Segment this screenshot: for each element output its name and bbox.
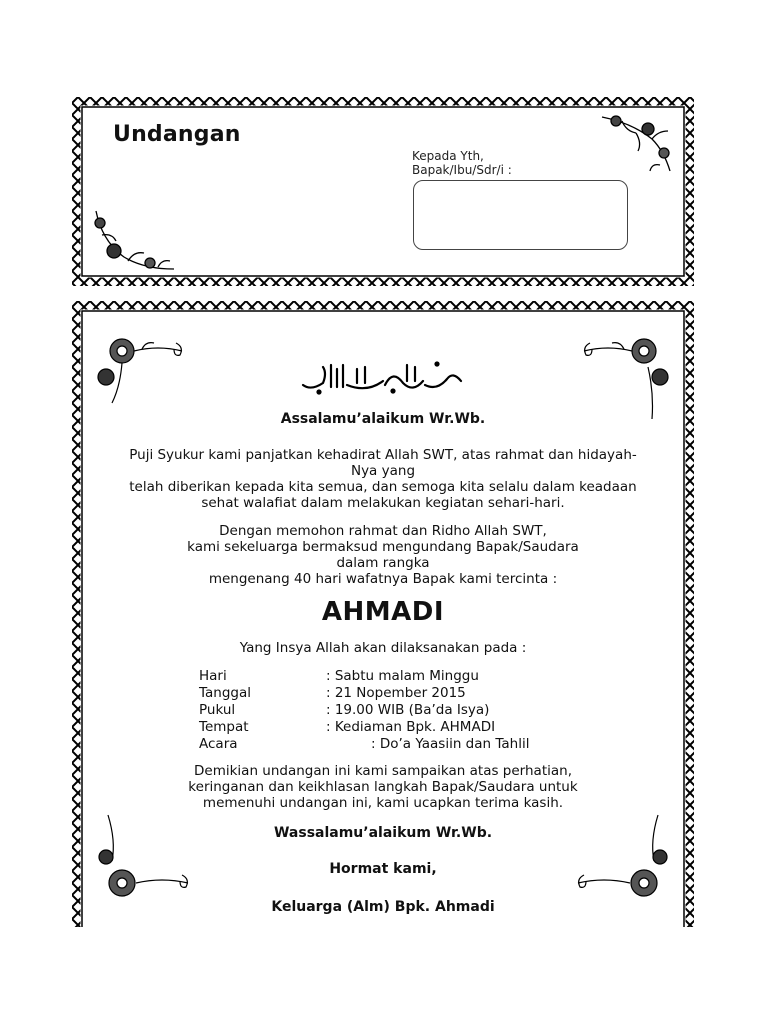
detail-value: : 21 Nopember 2015 [326,685,466,701]
paragraph-line: memenuhi undangan ini, kami ucapkan terima kasih. [202,795,564,811]
invitation-paragraph [72,523,694,587]
closing-greeting: Wassalamu’alaikum Wr.Wb. [273,825,493,841]
opening-paragraph [72,447,694,511]
paragraph-line: sehat walafiat dalam melakukan kegiatan sehari-hari. [201,495,565,511]
recipient-line-1: Kepada Yth, [412,149,484,163]
paragraph-line: dalam rangka [336,555,430,571]
regards-line: Hormat kami, [329,861,437,877]
paragraph-line: Dengan memohon rahmat dan Ridho Allah SWT, [219,523,547,539]
event-intro: Yang Insya Allah akan dilaksanakan pada : [239,640,527,656]
detail-label: Acara [199,736,238,752]
corner-floral-ornament-top-right [574,327,674,423]
paragraph-line: mengenang 40 hari wafatnya Bapak kami tercinta : [208,571,558,587]
address-box [413,180,628,250]
paragraph-line: Puji Syukur kami panjatkan kehadirat Allah SWT, atas rahmat dan hidayah- [129,447,637,463]
envelope-card [72,97,694,286]
detail-label: Hari [199,668,227,684]
paragraph-line: telah diberikan kepada kita semua, dan semoga kita selalu dalam keadaan [129,479,637,495]
detail-value: : Sabtu malam Minggu [326,668,479,684]
corner-floral-ornament-bottom-left [88,205,180,275]
family-signature: Keluarga (Alm) Bpk. Ahmadi [271,899,495,915]
paragraph-line: Demikian undangan ini kami sampaikan atas perhatian, [194,763,572,779]
closing-paragraph [72,763,694,811]
bismillah-calligraphy [297,359,467,395]
detail-label: Pukul [199,702,236,718]
detail-value: : Kediaman Bpk. AHMADI [326,719,496,735]
recipient-line-2: Bapak/Ibu/Sdr/i : [412,163,512,177]
detail-label: Tempat [199,719,249,735]
invitation-letter [72,301,694,927]
paragraph-line: kami sekeluarga bermaksud mengundang Bapak/Saudara [187,539,579,555]
corner-floral-ornament-top-right [592,109,678,177]
detail-label: Tanggal [199,685,252,701]
paragraph-line: Nya yang [350,463,416,479]
corner-floral-ornament-top-left [92,327,192,407]
detail-value: : 19.00 WIB (Ba’da Isya) [326,702,490,718]
deceased-name: AHMADI [321,597,445,627]
recipient-label [412,149,512,177]
detail-value: : Do’a Yaasiin dan Tahlil [371,736,530,752]
opening-greeting: Assalamu’alaikum Wr.Wb. [280,411,486,427]
paragraph-line: keringanan dan keikhlasan langkah Bapak/Saudara untuk [188,779,578,795]
envelope-title: Undangan [113,122,241,147]
